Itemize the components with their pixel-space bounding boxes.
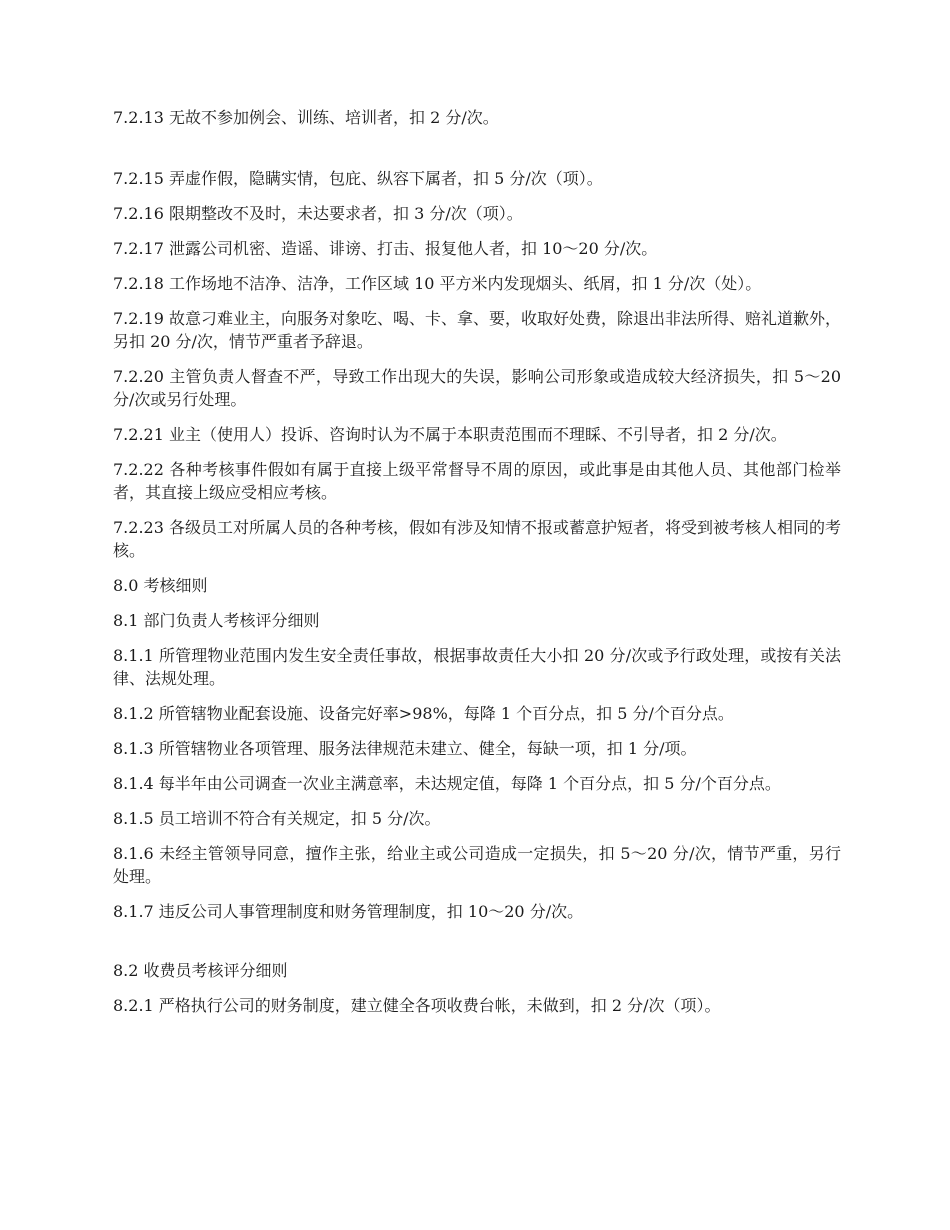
clause-7-2-16: 7.2.16 限期整改不及时，未达要求者，扣 3 分/次（项）。 xyxy=(113,204,523,223)
clause-8-1-2: 8.1.2 所管辖物业配套设施、设备完好率>98%，每降 1 个百分点，扣 5 分/个百分点。 xyxy=(113,704,734,723)
section-heading-8-0: 8.0 考核细则 xyxy=(113,576,208,595)
clause-7-2-22: 7.2.22 各种考核事件假如有属于直接上级平常督导不周的原因，或此事是由其他人员、其他部门检举者，其直接上级应受相应考核。 xyxy=(113,460,841,502)
clause-8-1-3: 8.1.3 所管辖物业各项管理、服务法律规范未建立、健全，每缺一项，扣 1 分/项。 xyxy=(113,739,697,758)
clause-8-1-1: 8.1.1 所管理物业范围内发生安全责任事故，根据事故责任大小扣 20 分/次或予行政处理，或按有关法律、法规处理。 xyxy=(113,646,841,688)
clause-8-1-5: 8.1.5 员工培训不符合有关规定，扣 5 分/次。 xyxy=(113,809,441,828)
clause-7-2-20: 7.2.20 主管负责人督查不严，导致工作出现大的失误，影响公司形象或造成较大经济损失，扣 5～20 分/次或另行处理。 xyxy=(113,367,841,409)
clause-7-2-17: 7.2.17 泄露公司机密、造谣、诽谤、打击、报复他人者，扣 10～20 分/次。 xyxy=(113,239,658,258)
clause-8-1-7: 8.1.7 违反公司人事管理制度和财务管理制度，扣 10～20 分/次。 xyxy=(113,902,584,921)
clause-8-1-6: 8.1.6 未经主管领导同意，擅作主张，给业主或公司造成一定损失，扣 5～20 分/次，情节严重，另行处理。 xyxy=(113,844,841,886)
clause-7-2-19: 7.2.19 故意刁难业主，向服务对象吃、喝、卡、拿、要，收取好处费，除退出非法所得、赔礼道歉外，另扣 20 分/次，情节严重者予辞退。 xyxy=(113,309,841,351)
clause-8-1-4: 8.1.4 每半年由公司调查一次业主满意率，未达规定值，每降 1 个百分点，扣 5 分/个百分点。 xyxy=(113,774,781,793)
clause-7-2-21: 7.2.21 业主（使用人）投诉、咨询时认为不属于本职责范围而不理睬、不引导者，扣 2 分/次。 xyxy=(113,425,787,444)
clause-8-2-1: 8.2.1 严格执行公司的财务制度，建立健全各项收费台帐，未做到，扣 2 分/次（项）。 xyxy=(113,996,721,1015)
clause-7-2-15: 7.2.15 弄虚作假，隐瞒实情，包庇、纵容下属者，扣 5 分/次（项）。 xyxy=(113,169,603,188)
clause-7-2-18: 7.2.18 工作场地不洁净、洁净，工作区域 10 平方米内发现烟头、纸屑，扣 1 分/次（处）。 xyxy=(113,274,762,293)
clause-7-2-13: 7.2.13 无故不参加例会、训练、培训者，扣 2 分/次。 xyxy=(113,108,499,127)
section-heading-8-1: 8.1 部门负责人考核评分细则 xyxy=(113,611,320,630)
section-heading-8-2: 8.2 收费员考核评分细则 xyxy=(113,961,288,980)
document-page xyxy=(113,106,841,1029)
clause-7-2-23: 7.2.23 各级员工对所属人员的各种考核，假如有涉及知情不报或蓄意护短者，将受到被考核人相同的考核。 xyxy=(113,518,841,560)
